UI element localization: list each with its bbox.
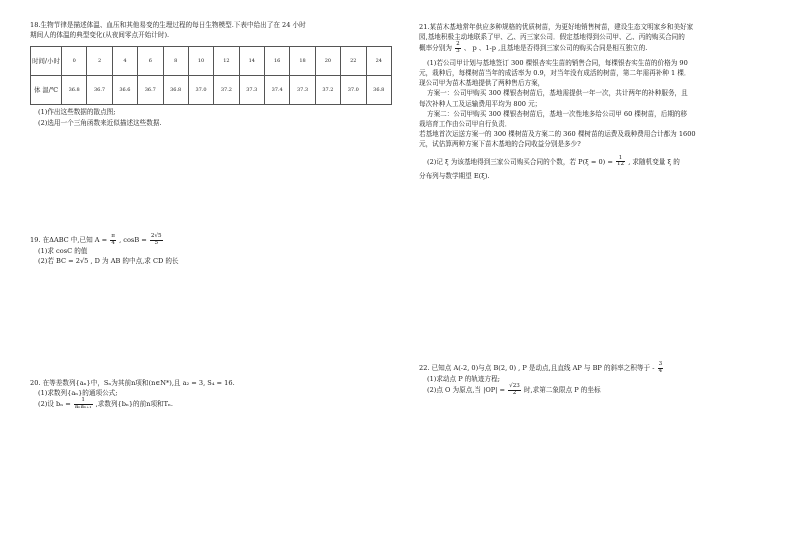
q19-a-den: 4	[111, 239, 115, 246]
q19-part2: (2)若 BC = 2√5 , D 为 AB 的中点,求 CD 的长	[38, 257, 179, 266]
q22-frac-den: 4	[658, 367, 663, 374]
table-cell-hour: 24	[366, 47, 392, 76]
q21-plan2-line2: 栽培育工作由公司甲自行负责．	[419, 119, 512, 128]
table-cell-hour: 20	[315, 47, 340, 76]
table-cell-temp: 37.3	[290, 76, 315, 105]
q21-p2-den: 12	[617, 161, 625, 168]
table-cell-temp: 36.7	[87, 76, 112, 105]
table-cell-hour: 10	[188, 47, 213, 76]
q21-stem-line3	[419, 42, 775, 54]
q22-stem	[419, 362, 775, 374]
table-cell-temp: 36.8	[62, 76, 87, 105]
table-cell-hour: 12	[214, 47, 239, 76]
q19-stem	[30, 234, 392, 246]
q22-p2-fraction	[508, 384, 521, 396]
q21-frac-num: 2	[456, 41, 460, 48]
question-22	[419, 362, 775, 397]
q20-stem: 20. 在等差数列{aₙ}中，Sₙ为其前n项和(n∈N*),且 a₂ = 3, S₄ = 16.	[30, 379, 235, 387]
table-cell-temp: 37.0	[341, 76, 366, 105]
q21-stem-line1: 21.某苗木基地常年供应多种规格的优质树苗，为更好地销售树苗，建设生态文明家乡和美好家	[419, 23, 694, 31]
q20-part1: (1)求数列{aₙ}的通项公式;	[38, 389, 118, 398]
q22-part1: (1)求动点 P 的轨迹方程;	[427, 375, 500, 384]
table-cell-temp: 37.3	[239, 76, 264, 105]
q20-frac-num: 1	[74, 398, 93, 405]
table-cell-hour: 22	[341, 47, 366, 76]
q21-p1-line2: 元，栽种后，每棵树苗当年的成活率为 0.9，对当年没有成活的树苗，第二年需再补种 1 棵．	[419, 68, 691, 77]
table-cell-hour: 14	[239, 47, 264, 76]
table-cell-hour: 16	[265, 47, 290, 76]
q19-stem-b: , cosB =	[119, 236, 147, 245]
q21-plan1-line1: 方案一：公司甲购买 300 棵银杏树苗后，基地需提供一年一次，共计两年的补种服务，且	[427, 89, 688, 98]
q22-p2-num: √23	[509, 383, 520, 390]
q21-p1-line5: 元，试估算两种方案下苗木基地的合同收益分别是多少?	[419, 140, 581, 149]
q19-b-num: 2√5	[150, 233, 162, 239]
q19-stem-a: 19. 在ΔABC 中,已知 A =	[30, 236, 108, 245]
table-cell-hour: 8	[163, 47, 188, 76]
question-21	[419, 22, 775, 181]
q18-stem-line1: 18.生物节律是描述体温、血压和其他易变的生理过程的每日生物模型.下表中给出了在 24 小时	[30, 21, 306, 29]
q21-stem-line3-b: 、 p 、1-p ,且基地是否得到三家公司的购买合同是相互独立的.	[463, 44, 648, 53]
q21-frac-den: 3	[456, 48, 460, 55]
q19-b-den: 5	[154, 239, 159, 246]
table-cell-hour: 4	[112, 47, 137, 76]
question-19	[30, 234, 392, 267]
q21-plan2-line1: 方案二：公司甲购买 300 棵银杏树苗后，基地一次性地多给公司甲 60 棵树苗，后期的移	[427, 109, 688, 118]
q19-part1: (1)求 cosC 的值	[38, 247, 88, 256]
table-cell-temp: 36.8	[366, 76, 392, 105]
q22-stem-a: 22. 已知点 A(-2, 0)与点 B(2, 0) , P 是动点,且直线 AP 与 BP 的斜率之积等于 -	[419, 364, 655, 373]
q21-p2-line2: 分布列与数学期望 E(ξ).	[419, 171, 490, 180]
table-cell-hour: 2	[87, 47, 112, 76]
table-cell-temp: 37.0	[188, 76, 213, 105]
q18-stem-line2: 期间人的体温的典型变化(从夜间零点开始计时).	[30, 31, 170, 40]
q22-fraction	[658, 362, 664, 374]
table-cell-temp: 36.8	[163, 76, 188, 105]
q21-fraction	[455, 42, 461, 54]
table-head-temp: 体 温/℃	[31, 76, 62, 105]
q19-fraction-b	[150, 234, 163, 246]
q21-plan1-line2: 每次补种人工及运输费用平均为 800 元；	[419, 99, 542, 108]
q18-part1: (1)作出这些数据的散点图;	[38, 108, 116, 117]
q20-fraction	[74, 398, 93, 410]
table-cell-temp: 37.2	[214, 76, 239, 105]
q21-p2-num: 1	[616, 156, 625, 163]
table-cell-temp: 37.4	[265, 76, 290, 105]
q20-part2	[30, 398, 392, 410]
q22-p2-den: 2	[512, 390, 517, 396]
q21-p2-fraction	[616, 156, 625, 168]
q21-p2-line1	[419, 156, 775, 168]
q20-part2-b: ,求数列{bₙ}的前n项和Tₙ.	[95, 400, 173, 409]
q21-p1-line3: 现公司甲为苗木基地提供了两种售后方案，	[419, 79, 545, 88]
table-cell-hour: 0	[62, 47, 87, 76]
temperature-table	[30, 46, 392, 105]
q21-p2-line1-a: (2)记 ξ 为该基地得到三家公司购买合同的个数，若 P(ξ = 0) =	[427, 157, 613, 166]
q19-fraction-a	[110, 234, 116, 246]
q22-part2-b: 时,求第二象限点 P 的坐标	[523, 386, 601, 395]
q20-part2-a: (2)设 bₙ =	[38, 400, 71, 409]
q21-p1-line4: 若基地首次运送方案一的 300 棵树苗及方案二的 360 棵树苗的运费及栽种费用合计都为 1600	[419, 130, 696, 139]
question-18	[30, 20, 392, 128]
question-20	[30, 378, 392, 411]
table-cell-hour: 6	[138, 47, 163, 76]
table-head-time: 时间/小时	[31, 47, 62, 76]
table-cell-temp: 36.6	[112, 76, 137, 105]
q21-p2-line1-b: , 求随机变量 ξ 的	[628, 157, 680, 166]
q21-p1-line1: (1)若公司甲计划与基地签订 300 棵银杏实生苗的销售合同，每棵银杏实生苗的价格为 90	[427, 58, 688, 67]
q19-a-num: π	[111, 233, 115, 239]
q22-frac-num: 3	[658, 361, 663, 367]
q21-stem-line3-a: 概率分别为	[419, 44, 452, 53]
table-cell-temp: 37.2	[315, 76, 340, 105]
q22-part2	[419, 384, 775, 396]
q21-stem-line2: 园,基地积极主动地联系了甲、乙、丙三家公司．假定基地得到公司甲、乙、丙的购买合同的	[419, 33, 685, 42]
table-cell-temp: 36.7	[138, 76, 163, 105]
q18-part2: (2)选用一个三角函数来近似描述这些数据.	[38, 118, 162, 127]
q22-part2-a: (2)点 O 为原点,当 |OP| =	[427, 386, 506, 395]
table-cell-hour: 18	[290, 47, 315, 76]
q20-frac-den: aₙaₙ₊₁	[74, 404, 92, 411]
